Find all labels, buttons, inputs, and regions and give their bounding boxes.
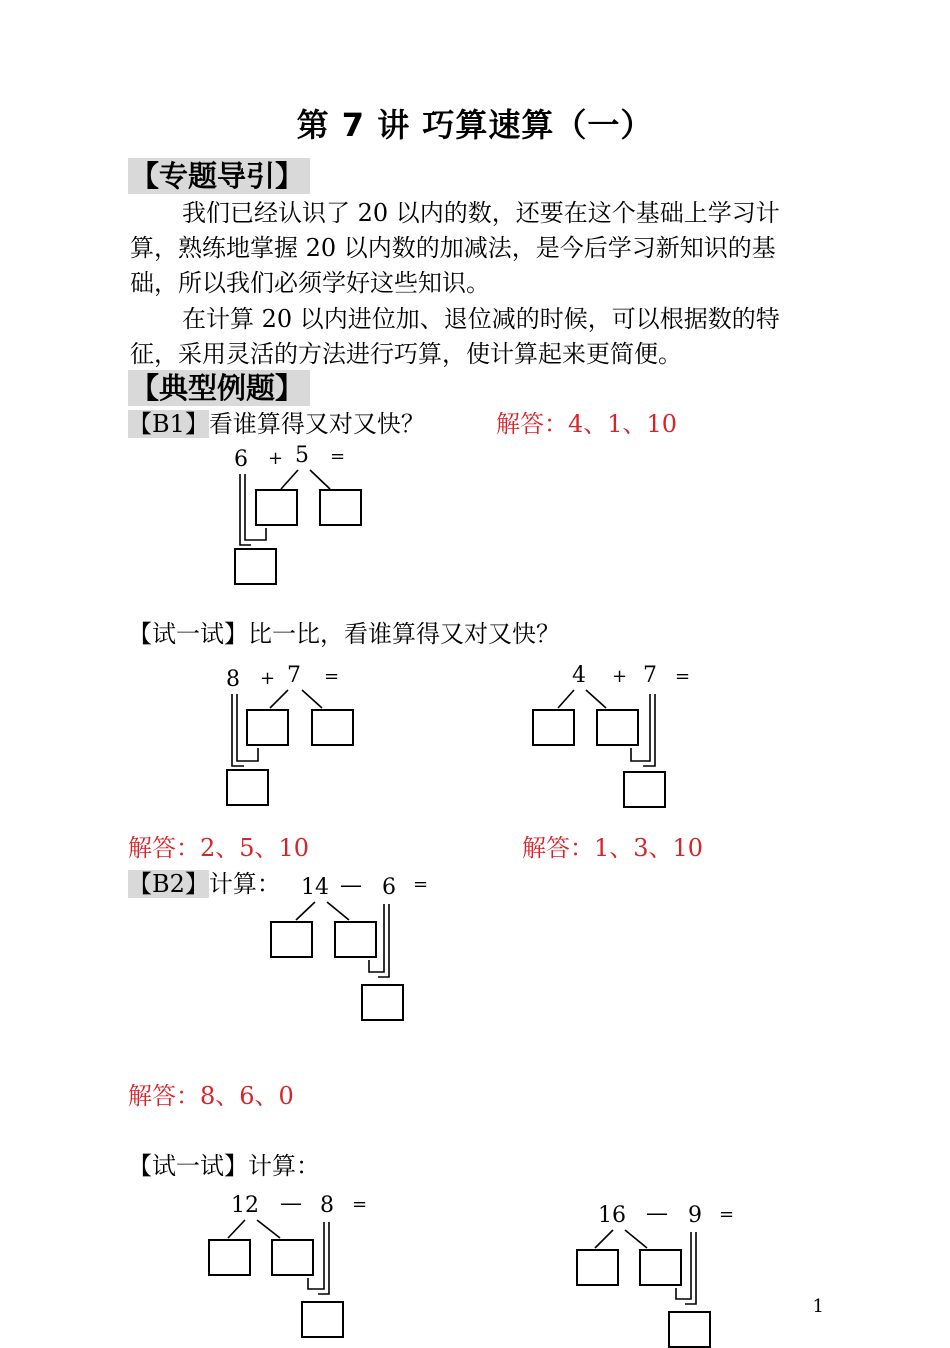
try2-right-operator: — — [646, 1201, 668, 1226]
b2-equals: = — [413, 874, 429, 895]
try2-left-operator: — — [280, 1191, 302, 1216]
try1-right-operand-a: 4 — [572, 663, 586, 688]
b1-operand-a: 6 — [234, 447, 248, 472]
section-intro-heading: 【专题导引】 — [128, 158, 310, 194]
b2-answer: 解答：8、6、0 — [128, 1082, 294, 1110]
b2-tag: 【B2】 — [128, 870, 209, 898]
try1-left-operand-a: 8 — [226, 667, 240, 692]
try2-left-operand-b: 8 — [320, 1193, 334, 1218]
b2-operand-b: 6 — [382, 875, 396, 900]
try2-left-operand-a: 12 — [231, 1193, 259, 1218]
intro-paragraph-2: 在计算 20 以内进位加、退位减的时候，可以根据数的特征，采用灵活的方法进行巧算，使计算起来更简便。 — [130, 305, 780, 368]
try1-left-equals: = — [324, 666, 340, 687]
page-title: 第 7 讲 巧算速算（一） — [296, 106, 654, 144]
try2-right-box-split-2[interactable] — [640, 1250, 681, 1285]
b1-tag: 【B1】 — [128, 410, 209, 438]
try1-right-operator: + — [612, 666, 628, 687]
try1-left-answer: 解答：2、5、10 — [128, 834, 310, 862]
section-examples-heading: 【典型例题】 — [128, 370, 310, 406]
try1-right-equals: = — [675, 666, 691, 687]
try2-right-operand-a: 16 — [598, 1203, 626, 1228]
try2-right-equals: = — [719, 1204, 735, 1225]
page-number: 1 — [812, 1296, 824, 1317]
b2-operator: — — [340, 873, 362, 898]
b2-question: 计算： — [208, 870, 281, 898]
try1-right-operand-b: 7 — [643, 663, 657, 688]
b1-answer: 解答：4、1、10 — [496, 410, 678, 438]
try2-right-box-result[interactable] — [669, 1312, 710, 1347]
intro-paragraph-1: 我们已经认识了 20 以内的数，还要在这个基础上学习计算，熟练地掌握 20 以内数的加减法，是今后学习新知识的基础，所以我们必须学好这些知识。 — [130, 199, 780, 297]
b1-operator: + — [268, 448, 284, 469]
b1-question: 看谁算得又对又快？ — [208, 410, 425, 438]
b1-equals: = — [330, 446, 346, 467]
try1-label: 【试一试】比一比，看谁算得又对又快？ — [128, 620, 560, 648]
try1-left-operand-b: 7 — [287, 663, 301, 688]
try2-right-operand-b: 9 — [688, 1203, 702, 1228]
try1-left-operator: + — [260, 668, 276, 689]
b1-operand-b: 5 — [295, 443, 309, 468]
try2-left-equals: = — [352, 1194, 368, 1215]
try2-label: 【试一试】计算： — [128, 1152, 320, 1180]
try1-right-answer: 解答：1、3、10 — [522, 834, 704, 862]
try2-right-box-split-1[interactable] — [577, 1250, 618, 1285]
b2-operand-a: 14 — [301, 875, 329, 900]
